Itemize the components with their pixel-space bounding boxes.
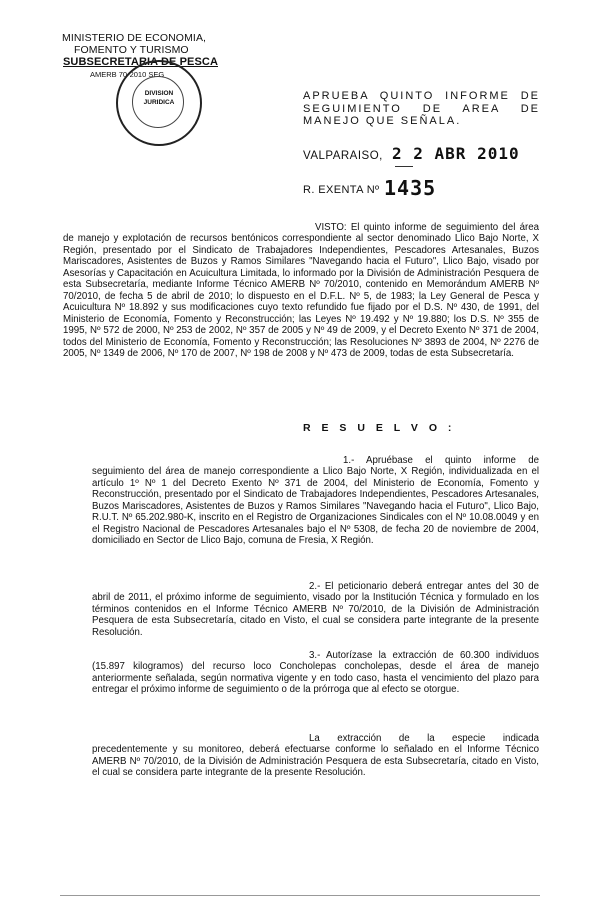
visto-paragraph (63, 222, 539, 359)
resolution-number: 1435 (384, 176, 437, 200)
visto-lead: VISTO: (315, 222, 347, 233)
stamp-line1: DIVISION (144, 90, 174, 97)
stamp-line2: JURIDICA (143, 99, 175, 106)
subject: APRUEBA QUINTO INFORME DE SEGUIMIENTO DE AREA DE MANEJO QUE SEÑALA. (303, 90, 540, 127)
division-juridica-stamp (116, 60, 202, 146)
clause-1-text: 1.- Apruébase el quinto informe de seguimiento del área de manejo correspondiente a Llico Bajo Norte, X Región, individualizada en el artículo 1º Nº 1 del Decreto Exento Nº 371 de 2004, del Ministerio de Economía, Fomento y Reconstrucción, presentado por el Sindicato de Trabajadores Independientes, Pescadores Artesanales, Buzos Mariscadores, Asistentes de Buzos y Ramos Similares "Navegando hacia el Futuro", Llico Bajo, R.U.T. Nº 65.202.980-K, inscrito en el Registro de Organizaciones Sindicales con el Nº 10.08.0049 y en el Registro Nacional de Pescadores Artesanales bajo el Nº 5308, de fecha 20 de noviembre de 2004, domiciliado en Sector de Llico Bajo, comuna de Fresia, X Región. (92, 455, 539, 547)
clause-2-text: 2.- El peticionario deberá entregar antes del 30 de abril de 2011, el próximo informe de seguimiento, visado por la Institución Técnica y formulado en los términos contenidos en el Informe Técnico AMERB Nº 70/2010, de la División de Administración Pesquera de esta Subsecretaría, citado en Visto, el cual se considera parte integrante de la presente Resolución. (92, 581, 539, 638)
clause-3 (92, 650, 539, 696)
clause-3-text: 3.- Autorízase la extracción de 60.300 individuos (15.897 kilogramos) del recurso loco Concholepas concholepas, desde el área de manejo anteriormente señalada, según normativa vigente y en todo caso, hasta el vencimiento del plazo para entregar el próximo informe de seguimiento o de la prórroga que al efecto se otorgue. (92, 650, 539, 696)
visto-text: El quinto informe de seguimiento del área de manejo y explotación de recursos bentónicos correspondiente al sector denominado Llico Bajo Norte, X Región, presentado por el Sindicato de Trabajadores Independientes, Pescadores Artesanales, Buzos Mariscadores, Asistentes de Buzos y Ramos Similares "Navegando hacia el Futuro", Llico Bajo, visado por Asesorías y Capacitación en Acuicultura Limitada, lo informado por la División de Administración Pesquera de esta Subsecretaría, mediante Informe Técnico AMERB Nº 70/2010, contenido en Memorándum AMERB Nº 70/2010, de fecha 5 de abril de 2010; lo dispuesto en el D.F.L. Nº 5, de 1983; la Ley General de Pesca y Acuicultura Nº 18.892 y sus modificaciones cuyo texto refundido fue fijado por el D.S. Nº 430, de 1991, del Ministerio de Economía, Fomento y Reconstrucción; las Leyes Nº 19.492 y Nº 19.880; los D.S. Nº 355 de 1995, Nº 572 de 2000, Nº 253 de 2002, Nº 357 de 2005 y Nº 49 de 2009, y el Decreto Exento Nº 371 de 2004, todos del Ministerio de Economía, Fomento y Reconstrucción; las Resoluciones Nº 3893 de 2004, Nº 2276 de 2005, Nº 1349 de 2006, Nº 170 de 2007, Nº 198 de 2008 y Nº 473 de 2009, todas de esta Subsecretaría. (63, 222, 539, 359)
resolution-label: R. EXENTA Nº (303, 184, 380, 196)
city: VALPARAISO, (303, 150, 383, 162)
header-ministry-line1: MINISTERIO DE ECONOMIA, (62, 32, 207, 44)
header-ref: AMERB 70-2010 SEG (90, 70, 165, 79)
resuelvo-title: R E S U E L V O : (303, 422, 456, 434)
header-subsecretaria: SUBSECRETARIA DE PESCA (63, 56, 218, 68)
date-stamp: 2 2 ABR 2010 (392, 144, 520, 163)
date-underline-mark (395, 166, 413, 167)
clause-2 (92, 581, 539, 638)
clause-3-continuation (92, 733, 539, 779)
clause-1 (92, 455, 539, 547)
footer-scan-line (60, 895, 540, 896)
clause-3b-text: La extracción de la especie indicada precedentemente y su monitoreo, deberá efectuarse conforme lo señalado en el Informe Técnico AMERB Nº 70/2010, de la División de Administración Pesquera de esta Subsecretaría, citado en Visto, el cual se considera parte integrante de la presente Resolución. (92, 733, 539, 779)
header-ministry-line2: FOMENTO Y TURISMO (74, 44, 189, 56)
